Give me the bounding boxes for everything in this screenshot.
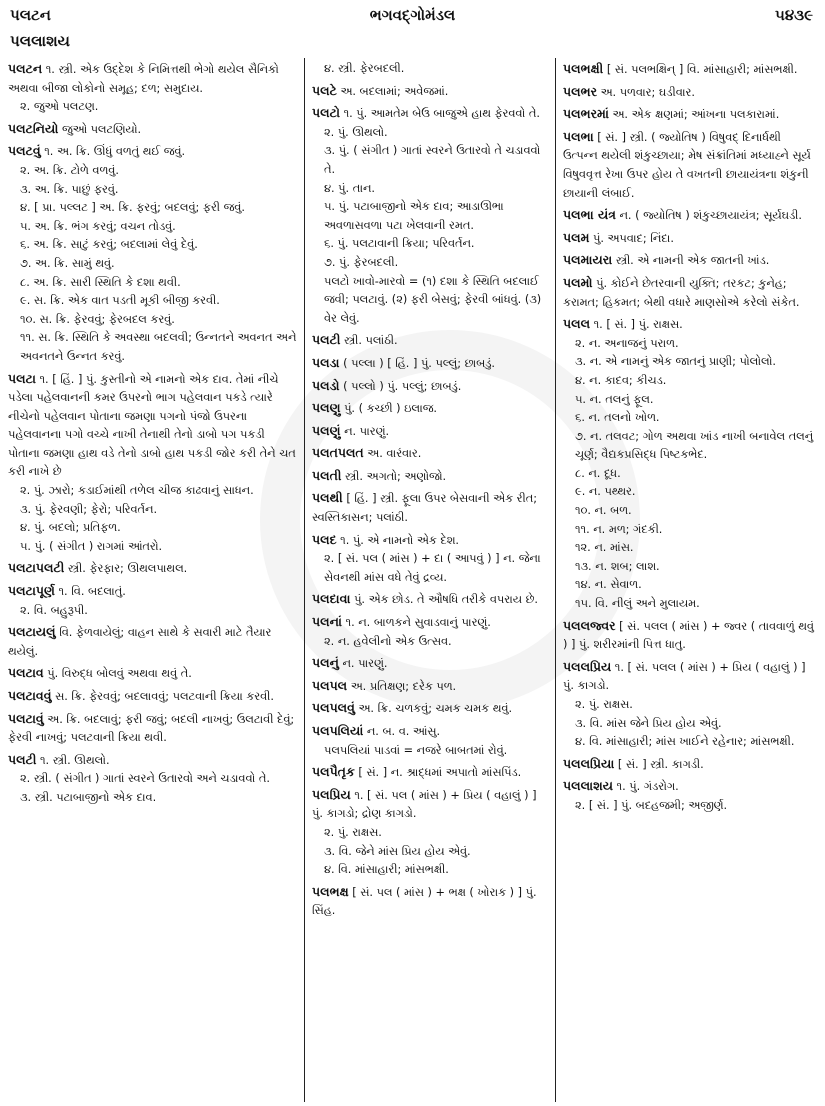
sense-line: ૧૪. ન. સેવાળ. (575, 578, 642, 592)
dictionary-entry (563, 315, 818, 614)
sense-line: ૩. સ્ત્રી. પટાબાજીનો એક દાવ. (20, 790, 157, 804)
dictionary-entry (312, 104, 548, 328)
headword: પલટાપલટી (8, 560, 65, 576)
definition: સ્ત્રી. અગતો; અણોજો. (345, 469, 447, 483)
dictionary-entry (312, 331, 548, 351)
definition: ૧. વિ. બદલાતું. (58, 585, 126, 599)
headword: પલભર (563, 83, 598, 99)
definition: ન. બ. વ. આંસુ. (366, 725, 441, 738)
definition: [ સં. ] ન. શ્રાદ્ધમાં અપાતો માંસપિંડ. (358, 766, 522, 780)
headword: પલડો (312, 377, 340, 393)
headword: પલટાવવું (8, 688, 52, 703)
definition: વિ. ફેળવાયેલું; વાહન સાથે કે સવારી માટે તૈયાર થયેલું. (8, 626, 272, 658)
definition: ૧. [ સં. પલ ( માંસ ) + પ્રિય ( વહાલું ) ] પું. કાગડો; દ્રોણ કાગડો. (312, 788, 537, 821)
dictionary-entry (312, 654, 548, 674)
header-right-guideword: પલલાશય (10, 32, 70, 50)
sense-line: ૬. ન. તલનો ખોળ. (575, 411, 660, 425)
column-2 (312, 60, 548, 1100)
definition: સ. ક્રિ. ફેરવવું; બદલાવવું; પલટવાની ક્રિયા કરવી. (55, 690, 274, 703)
dictionary-entry (563, 105, 818, 125)
sense-line: ૨. અ. ક્રિ. ટોળે વળવું. (20, 163, 119, 177)
dictionary-entry (8, 120, 298, 140)
headword: પલતપલત (312, 445, 364, 461)
definition: ન. પારણું. (344, 424, 390, 438)
dictionary-entry (312, 531, 548, 588)
headword: પલટો (312, 105, 340, 121)
headword: પલપ્રિય (312, 786, 351, 802)
column-divider (304, 58, 305, 1102)
dictionary-entry (312, 883, 548, 921)
dictionary-entry (8, 751, 298, 808)
sense-line: ૬. પું. પલટાવાની ક્રિયા; પરિવર્તન. (324, 237, 475, 251)
definition: [ સં. ] સ્ત્રી. ( જ્યોતિષ ) વિષુવદ્ દિનાર્ધથી ઉત્પન્ન થયેલી શંકુચ્છાયા; મેષ સંક્રાંતિમાં મધ્યાહ્ને સૂર્ય વિષુવવૃત્ત રેખા ઉપર હોય તે વખતની છાયાયંત્રના શંકુની છાયાની લંબાઈ. (563, 130, 811, 200)
headword: પલપલવું (312, 700, 355, 716)
definition: ( પલ્લા ) [ હિં. ] પું. પલ્લું; છાબડું. (343, 356, 495, 370)
headword: પલલજ્વર (563, 617, 616, 633)
dictionary-entry (8, 623, 298, 661)
definition: ૧. [ સં. પલલ ( માંસ ) + પ્રિય ( વહાલું ) ] પું. કાગડો. (563, 660, 806, 693)
dictionary-entry (312, 60, 548, 79)
sense-line: ૪. વિ. માંસાહારી; માંસ ખાઈને રહેનાર; માંસભક્ષી. (575, 735, 795, 749)
headword: પલભા યંત્ર (563, 207, 616, 223)
dictionary-entry (563, 755, 818, 775)
definition: ૧. અ. ક્રિ. ઊંધું વળતું થઈ જવું. (44, 145, 186, 159)
dictionary-entry (312, 354, 548, 374)
dictionary-entry (563, 617, 818, 655)
sense-line: ૨. પું. રાક્ષસ. (575, 698, 633, 711)
definition: પું. અપવાદ; નિંદા. (592, 231, 674, 245)
headword: પલટી (312, 332, 341, 348)
definition: અ. એક ક્ષણમાં; આંખના પલકારામાં. (612, 108, 780, 122)
dictionary-entry (563, 251, 818, 271)
definition: ન. ( જ્યોતિષ ) શંકુચ્છાયાયંત્ર; સૂર્યઘડી. (619, 209, 802, 223)
dictionary-entry (312, 489, 548, 527)
sense-line: ૪. પું. તાન. (324, 181, 375, 195)
definition: અ. વારંવાર. (367, 447, 422, 461)
headword: પલદ (312, 531, 337, 547)
headword: પલપલિયાં (312, 723, 364, 738)
sense-line: ૩. વિ. માંસ જેને પ્રિય હોય એવું. (575, 716, 722, 730)
dictionary-entry (563, 274, 818, 312)
dictionary-entry (312, 613, 548, 651)
dictionary-entry (8, 559, 298, 579)
definition: [ સં. પલભક્ષિન્ ] વિ. માંસાહારી; માંસભક્ષી. (606, 63, 798, 76)
headword: પલપલ (312, 677, 348, 693)
definition: [ સં. ] સ્ત્રી. કાગડી. (617, 757, 704, 771)
definition: ૧. પું. ગંડરોગ. (616, 780, 679, 794)
headword: પલટનિયો (8, 120, 59, 136)
definition: સ્ત્રી. પલાંઠી. (344, 334, 398, 348)
dictionary-entry (563, 83, 818, 103)
page-number: ૫૪૩૯ (774, 6, 813, 24)
sense-line: ૨. વિ. બહુરૂપી. (20, 603, 88, 617)
headword: પલમ (563, 229, 590, 245)
headword: પલટન (8, 61, 43, 76)
definition: ન. પારણું. (342, 657, 388, 671)
sense-line: ૧૩. ન. શબ; લાશ. (575, 559, 660, 573)
headword: પલટાવ (8, 665, 44, 681)
sense-line: ૧૨. ન. માંસ. (575, 541, 634, 555)
sense-line: ૪. સ્ત્રી. ફેરબદલી. (324, 62, 405, 75)
dictionary-entry (312, 722, 548, 760)
sense-line: ૭. પું. ફેરબદલી. (324, 255, 399, 269)
sense-line: ૨. ન. હવેલીનો એક ઉત્સવ. (324, 634, 452, 648)
sense-line: ૧૧. સ. ક્રિ. સ્થિતિ કે અવસ્થા બદલવી; ઉન્નતને અવનત અને અવનતને ઉન્નત કરવું. (20, 331, 297, 363)
definition: [ સં. પલ ( માંસ ) + ભક્ષ ( ખોરાક ) ] પું. સિંહ. (312, 885, 537, 918)
sense-line: પલટો ખાવો-મારવો = (૧) દશા કે સ્થિતિ બદલાઈ જવી; પલટાવું. (૨) ફરી બેસવું; ફેરવી બાંધવું. (૩) વેર લેવું. (324, 274, 542, 325)
dictionary-entry (8, 60, 298, 117)
headword: પલલપ્રિયા (563, 755, 615, 771)
sense-line: ૪. ન. કાદવ; કીચડ. (575, 373, 667, 387)
sense-line: ૮. અ. ક્રિ. સારી સ્થિતિ કે દશા થવી. (20, 275, 181, 289)
sense-line: ૫. પું. પટાબાજીનો એક દાવ; આડાઊભા અવળાસવળા પટા ખેલવાની રમત. (324, 200, 504, 232)
dictionary-entry (563, 206, 818, 226)
headword: પલટે (312, 82, 337, 98)
sense-line: ૨. [ સં. ] પું. બદહજમી; અજીર્ણ. (575, 798, 728, 812)
definition: પું. વિરુદ્ધ બોલવું અથવા થવું તે. (47, 667, 192, 681)
dictionary-entry (8, 664, 298, 684)
headword: પલલ (563, 316, 591, 332)
definition: ૧. સ્ત્રી. એક ઉદ્દેશ કે નિમિત્તથી ભેગો થયેલ સૈનિકો અથવા બીજા લોકોનો સમૂહ; દળ; સમુદાય. (8, 63, 279, 95)
definition: ૧. ન. બાળકને સુવાડવાનું પારણું. (345, 616, 491, 630)
headword: પલપૈતૃક (312, 764, 355, 780)
definition: અ. પળવાર; ઘડીવાર. (600, 85, 695, 99)
sense-line: ૩. ન. એ નામનું એક જાતનું પ્રાણી; પોલોલો. (575, 355, 776, 369)
headword: પલભક્ષ (312, 883, 349, 899)
header-title: ભગવદ્‌ગોમંડલ (369, 6, 456, 24)
dictionary-entry (312, 82, 548, 102)
definition: ૧. [ સં. ] પું. રાક્ષસ. (593, 318, 683, 332)
definition: ૧. [ હિં. ] પું. કુસ્તીનો એ નામનો એક દાવ. તેમાં નીચે પડેલા પહેલવાનની કમર ઉપરનો ભાગ પહેલવાન પકડે ત્યારે નીચેનો પહેલવાન પોતાના જમણા પગનો પંજો ઉપરના પહેલવાનના પગો વચ્ચે નાખી તેનાથી તેનો ડાબો પગ પકડી પોતાના જમણા હાથ વડે તેનો ડાબો હાથ પકડી જોર કરી તેને ચત કરી નાખે છે (8, 372, 296, 479)
sense-line: ૭. ન. તલવટ; ગોળ અથવા ખાંડ નાખી બનાવેલ તલનું ચૂર્ણ; વૈદ્યકપ્રસિદ્ધ પિષ્ટકભેદ. (575, 429, 814, 462)
sense-line: ૫. પું. ( સંગીત ) રાગમાં આંતરો. (20, 539, 163, 553)
definition: અ. ક્રિ. ચળકવું; ચમક ચમક થવું. (358, 702, 513, 716)
sense-line: ૧૦. સ. ક્રિ. ફેરવવું; ફેરબદલ કરવું. (20, 312, 175, 326)
sense-line: ૨. [ સં. પલ ( માંસ ) + દા ( આપવું ) ] ન. જેના સેવનથી માંસ વધે તેવું દ્રવ્ય. (324, 552, 541, 584)
sense-line: ૧૦. ન. બળ. (575, 504, 632, 518)
headword: પલલપ્રિય (563, 658, 612, 674)
definition: ૧. પું. આમતેમ બેઉ બાજુએ હાથ ફેરવવો તે. (343, 107, 540, 121)
headword: પલનાં (312, 614, 342, 630)
dictionary-entry (312, 786, 548, 880)
headword: પલણું (312, 422, 341, 438)
sense-line: ૧૫. વિ. નીલું અને મુલાયમ. (575, 597, 700, 611)
headword: પલટા (8, 370, 36, 386)
definition: અ. બદલામાં; અવેજમાં. (340, 84, 449, 98)
sense-line: ૨. જુઓ પલટણ. (20, 100, 99, 114)
sense-line: ૩. અ. ક્રિ. પાછું ફરવું. (20, 182, 119, 196)
sense-line: ૧૧. ન. મળ; ગંદકી. (575, 522, 663, 536)
dictionary-entry (312, 763, 548, 783)
definition: પું. કોઈને છેતરવાની યુક્તિ; તરકટ; કુનેહ; કરામત; હિકમત; બેથી વધારે માણસોએ કરેલો સંકેત. (563, 276, 800, 309)
dictionary-entry (312, 590, 548, 610)
sense-line: ૪. પું. બદલો; પ્રતિફળ. (20, 521, 121, 535)
headword: પલટાપૂર્ણ (8, 583, 55, 599)
headword: પલટાયલું (8, 624, 56, 640)
sense-line: ૨. પું. રાક્ષસ. (324, 825, 382, 839)
headword: પલભરમાં (563, 106, 609, 122)
column-1 (8, 60, 298, 1100)
dictionary-entry (312, 699, 548, 719)
dictionary-entry (8, 142, 298, 366)
dictionary-entry (563, 229, 818, 249)
sense-line: ૬. અ. ક્રિ. સાટું કરવું; બદલામાં લેવું દેવું. (20, 238, 198, 252)
headword: પલભક્ષી (563, 61, 604, 76)
dictionary-entry (8, 710, 298, 748)
headword: પલભા (563, 128, 594, 144)
sense-line: ૨. પું. ઝારો; કડાઈમાંથી તળેલ ચીજ કાઢવાનું સાધન. (20, 484, 254, 498)
definition: સ્ત્રી. ફેરફાર; ઊથલપાથલ. (67, 562, 188, 576)
definition: ( પલ્લો ) પું. પલ્લું; છાબડું. (343, 379, 462, 393)
dictionary-entry (8, 582, 298, 620)
sense-line: ૮. ન. દૂધ. (575, 466, 621, 480)
headword: પલમો (563, 274, 593, 290)
sense-line: ૩. વિ. જેને માંસ પ્રિય હોય એવું. (324, 844, 471, 858)
headword: પલલાશય (563, 778, 613, 794)
dictionary-entry (563, 658, 818, 752)
sense-line: ૨. પું. ઊથલો. (324, 125, 388, 139)
sense-line: ૨. ન. અનાજનું પરાળ. (575, 336, 679, 350)
headword: પલમાયરા (563, 252, 613, 268)
sense-line: ૯. ન. પથ્થર. (575, 485, 636, 499)
sense-line: ૪. [ પ્રા. પલ્લટ ] અ. ક્રિ. ફરવું; બદલવું; ફરી જવું. (20, 201, 245, 215)
sense-line: ૯. સ. ક્રિ. એક વાત પડતી મૂકી બીજી કરવી. (20, 294, 220, 308)
headword: પલથી (312, 490, 343, 506)
dictionary-entry (312, 467, 548, 487)
dictionary-entry (312, 444, 548, 464)
column-3 (563, 60, 818, 1100)
dictionary-entry (8, 687, 298, 707)
headword: પલટવું (8, 143, 41, 159)
definition: ૧. પું. એ નામનો એક દેશ. (340, 533, 459, 547)
dictionary-entry (563, 60, 818, 80)
dictionary-entry (563, 128, 818, 203)
dictionary-entry (312, 677, 548, 697)
sense-line: ૨. સ્ત્રી. ( સંગીત ) ગાતાં સ્વરને ઉતારવો અને ચડાવવો તે. (20, 772, 270, 786)
column-divider (555, 58, 556, 1102)
definition: જુઓ પલટણિયો. (61, 122, 142, 136)
running-header (10, 6, 815, 28)
definition: અ. ક્રિ. બદલાવું; ફરી જવું; બદલી નાખવું; ઉલટાવી દેવું; ફેરવી નાખવું; પલટવાની ક્રિયા થવી. (8, 712, 295, 745)
headword: પલણુ (312, 400, 341, 416)
headword: પલતી (312, 467, 342, 483)
headword: પલદાવા (312, 591, 351, 607)
headword: પલટાવું (8, 710, 44, 726)
dictionary-entry (563, 777, 818, 815)
sense-line: ૩. પું. ફેરવણી; ફેરો; પરિવર્તન. (20, 502, 158, 516)
dictionary-entry (312, 377, 548, 397)
sense-line: ૩. પું. ( સંગીત ) ગાતાં સ્વરને ઉતારવો તે ચડાવવો તે. (324, 144, 541, 176)
definition: [ સં. પલલ ( માંસ ) + જ્વર ( તાવવાળું થવું ) ] પું. શરીરમાંની પિત્ત ધાતુ. (563, 619, 814, 652)
definition: અ. પ્રતિક્ષણ; દરેક પળ. (350, 679, 457, 693)
definition: [ હિં. ] સ્ત્રી. ફૂલા ઉપર બેસવાની એક રીત; સ્વસ્તિકાસન; પલાંઠી. (312, 492, 538, 525)
dictionary-entry (8, 370, 298, 557)
header-left-guideword: પલટન (10, 6, 51, 24)
headword: પલડા (312, 354, 340, 370)
dictionary-entry (312, 422, 548, 442)
sense-line: ૭. અ. ક્રિ. સામું થવું. (20, 256, 115, 270)
sense-line: ૫. અ. ક્રિ. ભંગ કરવું; વચન તોડવું. (20, 219, 176, 233)
definition: પું. એક છોડ. તે ઔષધિ તરીકે વપરાય છે. (354, 593, 538, 607)
definition: પું. ( કચ્છી ) ઇલાજ. (344, 402, 438, 416)
headword: પલટી (8, 751, 37, 767)
dictionary-entry (312, 399, 548, 419)
sense-line: ૫. ન. તલનું ફૂલ. (575, 392, 654, 406)
sense-line: ૪. વિ. માંસાહારી; માંસભક્ષી. (324, 863, 449, 877)
definition: ૧. સ્ત્રી. ઊથલો. (40, 753, 110, 767)
headword: પલનું (312, 655, 339, 671)
definition: સ્ત્રી. એ નામની એક જાતની ખાંડ. (615, 254, 770, 268)
sense-line: પલપલિયાં પાડવાં = નજરે બાબતમાં રોવું. (324, 743, 508, 757)
